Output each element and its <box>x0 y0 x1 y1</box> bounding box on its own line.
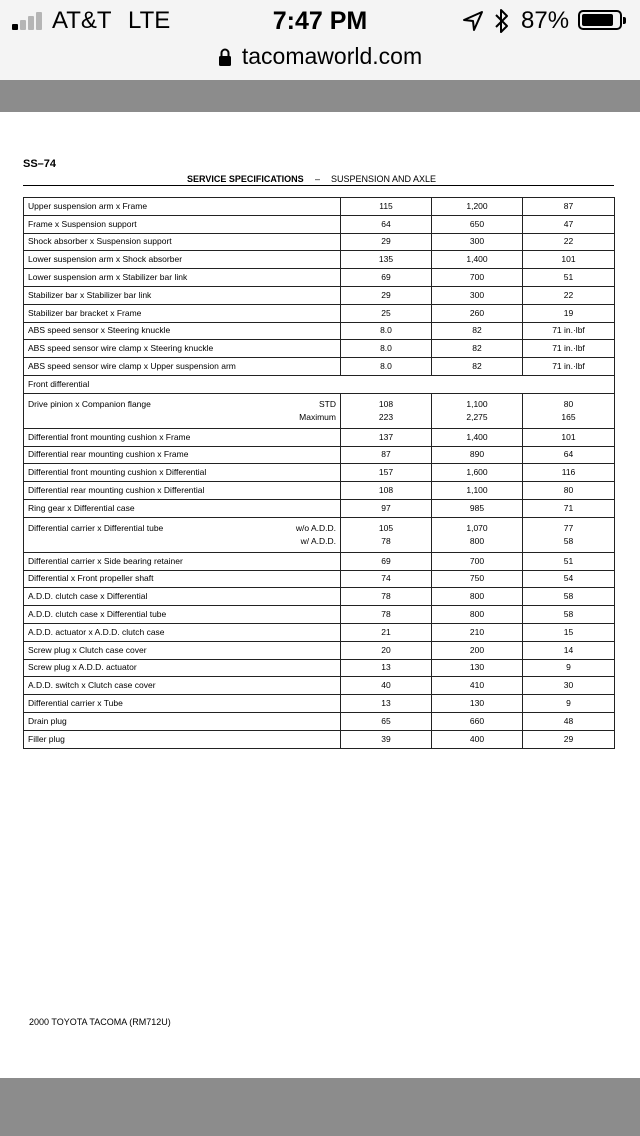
part-name: Lower suspension arm x Stabilizer bar link <box>24 269 341 287</box>
table-row <box>24 659 615 677</box>
part-name: Differential front mounting cushion x Differential <box>24 464 341 482</box>
value-kgf: 1,100 <box>432 482 523 500</box>
part-name: Differential carrier x Side bearing retainer <box>24 552 341 570</box>
part-name: Differential front mounting cushion x Frame <box>24 428 341 446</box>
value-kgf: 660 <box>432 712 523 730</box>
section-label: Front differential <box>24 375 615 393</box>
part-name: Filler plug <box>24 730 341 748</box>
value-kgf: 650 <box>432 215 523 233</box>
value-kgf: 700 <box>432 269 523 287</box>
value-kgf: 200 <box>432 641 523 659</box>
table-row <box>24 712 615 730</box>
network-type: LTE <box>128 7 171 34</box>
value-nm: 74 <box>341 570 432 588</box>
value-nm: 135 <box>341 251 432 269</box>
table-row <box>24 322 615 340</box>
table-row <box>24 446 615 464</box>
part-name: A.D.D. clutch case x Differential tube <box>24 606 341 624</box>
value-ftlbf: 58 <box>523 606 615 624</box>
value: 2,275 <box>466 411 488 422</box>
part-name: ABS speed sensor wire clamp x Steering knuckle <box>24 340 341 358</box>
value-ftlbf: 58 <box>523 588 615 606</box>
value: 80 <box>563 398 574 409</box>
part-name: Drive pinion x Companion flange <box>28 398 151 409</box>
part-name: A.D.D. actuator x A.D.D. clutch case <box>24 623 341 641</box>
value-ftlbf: 87 <box>523 198 615 216</box>
part-name: Differential carrier x Tube <box>24 695 341 713</box>
browser-top-bar <box>0 0 640 80</box>
value-ftlbf: 9 <box>523 659 615 677</box>
value: 105 <box>378 522 394 533</box>
battery-percent: 87% <box>521 7 570 34</box>
table-row <box>24 464 615 482</box>
page-number: SS–74 <box>23 158 57 170</box>
value-nm: 78 <box>341 588 432 606</box>
value-nm: 78 <box>341 606 432 624</box>
sub-label: w/ A.D.D. <box>300 535 336 546</box>
value-ftlbf: 19 <box>523 304 615 322</box>
value-cell <box>523 393 615 428</box>
value-nm: 87 <box>341 446 432 464</box>
value-ftlbf: 71 in.·lbf <box>523 322 615 340</box>
part-cell <box>24 517 341 552</box>
value-kgf: 260 <box>432 304 523 322</box>
value-nm: 97 <box>341 499 432 517</box>
value-kgf: 890 <box>432 446 523 464</box>
table-row <box>24 730 615 748</box>
value-ftlbf: 47 <box>523 215 615 233</box>
value-ftlbf: 51 <box>523 269 615 287</box>
part-cell <box>24 393 341 428</box>
value-nm: 29 <box>341 233 432 251</box>
value-kgf: 210 <box>432 623 523 641</box>
status-time: 7:47 PM <box>272 7 368 35</box>
part-name: ABS speed sensor x Steering knuckle <box>24 322 341 340</box>
table-row <box>24 570 615 588</box>
value-kgf: 800 <box>432 606 523 624</box>
value-ftlbf: 54 <box>523 570 615 588</box>
heading-separator: – <box>315 174 321 184</box>
value-kgf: 800 <box>432 588 523 606</box>
value: 108 <box>378 398 394 409</box>
table-row <box>24 677 615 695</box>
address-bar[interactable] <box>0 40 640 72</box>
value-kgf: 1,600 <box>432 464 523 482</box>
value: 1,100 <box>466 398 488 409</box>
value-ftlbf: 48 <box>523 712 615 730</box>
part-name: Screw plug x A.D.D. actuator <box>24 659 341 677</box>
part-name: Shock absorber x Suspension support <box>24 233 341 251</box>
value-ftlbf: 29 <box>523 730 615 748</box>
table-row <box>24 358 615 376</box>
value-cell <box>341 393 432 428</box>
part-name: Screw plug x Clutch case cover <box>24 641 341 659</box>
value-nm: 115 <box>341 198 432 216</box>
value: 77 <box>563 522 574 533</box>
value-kgf: 300 <box>432 233 523 251</box>
table-row <box>24 198 615 216</box>
value: 165 <box>561 411 576 422</box>
section-heading <box>23 173 614 186</box>
value-ftlbf: 71 in.·lbf <box>523 358 615 376</box>
value-nm: 20 <box>341 641 432 659</box>
value-kgf: 82 <box>432 358 523 376</box>
part-name: Lower suspension arm x Shock absorber <box>24 251 341 269</box>
part-name: Upper suspension arm x Frame <box>24 198 341 216</box>
value-cell <box>432 517 523 552</box>
value: 223 <box>378 411 394 422</box>
value-kgf: 1,400 <box>432 428 523 446</box>
table-row <box>24 215 615 233</box>
value-ftlbf: 9 <box>523 695 615 713</box>
part-name: Ring gear x Differential case <box>24 499 341 517</box>
value-kgf: 130 <box>432 659 523 677</box>
table-row <box>24 340 615 358</box>
value-kgf: 82 <box>432 340 523 358</box>
torque-spec-table <box>23 197 615 749</box>
value-nm: 25 <box>341 304 432 322</box>
value-ftlbf: 51 <box>523 552 615 570</box>
part-name: Differential rear mounting cushion x Differential <box>24 482 341 500</box>
table-row <box>24 499 615 517</box>
part-name: Frame x Suspension support <box>24 215 341 233</box>
table-row <box>24 233 615 251</box>
url-text: tacomaworld.com <box>241 43 423 69</box>
table-row <box>24 588 615 606</box>
part-name: Differential rear mounting cushion x Frame <box>24 446 341 464</box>
value-nm: 29 <box>341 286 432 304</box>
carrier-name: AT&T <box>52 7 112 34</box>
part-name: A.D.D. switch x Clutch case cover <box>24 677 341 695</box>
value-ftlbf: 64 <box>523 446 615 464</box>
status-bar <box>0 0 640 42</box>
value-cell <box>523 517 615 552</box>
part-name: Stabilizer bar bracket x Frame <box>24 304 341 322</box>
value-cell <box>341 517 432 552</box>
value-ftlbf: 116 <box>523 464 615 482</box>
table-row <box>24 606 615 624</box>
heading-section: SERVICE SPECIFICATIONS <box>187 174 304 184</box>
value-ftlbf: 71 <box>523 499 615 517</box>
value-kgf: 1,400 <box>432 251 523 269</box>
part-name: Differential x Front propeller shaft <box>24 570 341 588</box>
table-row <box>24 393 615 428</box>
value-nm: 64 <box>341 215 432 233</box>
bluetooth-icon <box>494 8 510 34</box>
value: 58 <box>563 535 574 546</box>
value-ftlbf: 71 in.·lbf <box>523 340 615 358</box>
value-nm: 40 <box>341 677 432 695</box>
value: 800 <box>469 535 485 546</box>
value-kgf: 300 <box>432 286 523 304</box>
value: 1,070 <box>466 522 488 533</box>
table-row <box>24 482 615 500</box>
value-kgf: 82 <box>432 322 523 340</box>
lock-icon <box>218 48 232 66</box>
value-nm: 8.0 <box>341 340 432 358</box>
value-kgf: 410 <box>432 677 523 695</box>
value-cell <box>432 393 523 428</box>
value-nm: 39 <box>341 730 432 748</box>
value-kgf: 700 <box>432 552 523 570</box>
value-ftlbf: 22 <box>523 233 615 251</box>
value-ftlbf: 15 <box>523 623 615 641</box>
part-name: Differential carrier x Differential tube <box>28 522 164 533</box>
value-nm: 157 <box>341 464 432 482</box>
value-ftlbf: 14 <box>523 641 615 659</box>
page-top-border <box>0 80 640 112</box>
value-ftlbf: 101 <box>523 428 615 446</box>
value-nm: 108 <box>341 482 432 500</box>
value-kgf: 985 <box>432 499 523 517</box>
value: 78 <box>381 535 391 546</box>
value-nm: 69 <box>341 269 432 287</box>
table-row <box>24 428 615 446</box>
value-nm: 13 <box>341 695 432 713</box>
value-nm: 137 <box>341 428 432 446</box>
value-kgf: 750 <box>432 570 523 588</box>
document-page <box>0 112 640 1078</box>
value-kgf: 1,200 <box>432 198 523 216</box>
value-nm: 69 <box>341 552 432 570</box>
table-row <box>24 552 615 570</box>
battery-icon <box>578 10 622 30</box>
sub-label: w/o A.D.D. <box>295 522 336 533</box>
sub-label: Maximum <box>299 411 336 422</box>
heading-subsection: SUSPENSION AND AXLE <box>331 174 437 184</box>
value-ftlbf: 22 <box>523 286 615 304</box>
page-bottom-border <box>0 1078 640 1136</box>
document-footer: 2000 TOYOTA TACOMA (RM712U) <box>29 1017 171 1027</box>
value-nm: 21 <box>341 623 432 641</box>
value-kgf: 130 <box>432 695 523 713</box>
table-row <box>24 286 615 304</box>
sub-label: STD <box>319 398 336 409</box>
part-name: ABS speed sensor wire clamp x Upper suspension arm <box>24 358 341 376</box>
location-arrow-icon <box>462 10 484 32</box>
part-name: Drain plug <box>24 712 341 730</box>
value-nm: 65 <box>341 712 432 730</box>
table-row <box>24 695 615 713</box>
value-ftlbf: 101 <box>523 251 615 269</box>
part-name: Stabilizer bar x Stabilizer bar link <box>24 286 341 304</box>
table-row <box>24 375 615 393</box>
value-nm: 8.0 <box>341 358 432 376</box>
table-row <box>24 641 615 659</box>
table-row <box>24 517 615 552</box>
table-row <box>24 304 615 322</box>
table-row <box>24 623 615 641</box>
value-nm: 13 <box>341 659 432 677</box>
part-name: A.D.D. clutch case x Differential <box>24 588 341 606</box>
value-ftlbf: 30 <box>523 677 615 695</box>
value-kgf: 400 <box>432 730 523 748</box>
table-row <box>24 251 615 269</box>
table-row <box>24 269 615 287</box>
value-ftlbf: 80 <box>523 482 615 500</box>
value-nm: 8.0 <box>341 322 432 340</box>
